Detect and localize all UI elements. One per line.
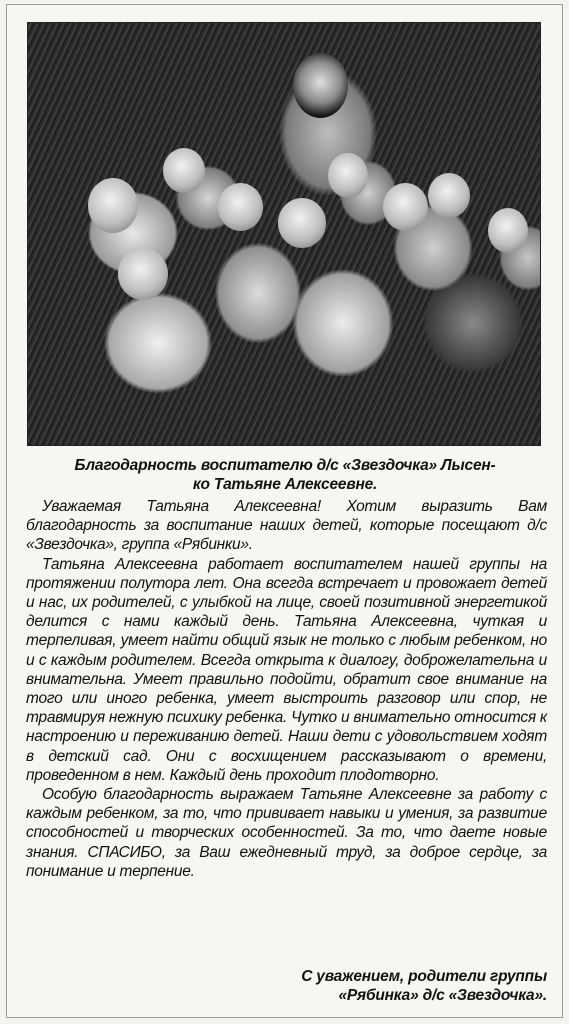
article-signature [47,967,547,1005]
paragraph: Особую благодарность выражаем Татьяне Алексеевне за работу с каждым ребенком, за то, что прививает навыки и умения, за развитие способностей и творческих особенностей. За то, что даете новые знания. СПАСИБО, за Ваш ежедневный труд, за доброе сердце, за понимание и терпение. [26,786,547,880]
child-head [278,198,326,248]
signature-line: С уважением, родители группы [301,968,547,985]
signature-line: «Рябинка» д/с «Звездочка». [338,987,547,1004]
paragraph: Уважаемая Татьяна Алексеевна! Хотим выразить Вам благодарность за воспитание наших детей, которые посещают д/с «Звездочка», группа «Рябинки». [26,498,547,554]
teacher-head [293,53,348,118]
child-head [88,178,138,233]
paragraph: Татьяна Алексеевна работает воспитателем нашей группы на протяжении полутора лет. Она всегда встречает и провожает детей и нас, их родителей, с улыбкой на лице, своей позитивной энергетикой делится с нами каждый день. Татьяна Алексеевна, чуткая и терпеливая, умеет найти общий язык не только с любым ребенком, но и с каждым родителем. Всегда открыта к диалогу, доброжелательна и внимательна. Умеет правильно подойти, обратит свое внимание на того или иного ребенка, умеет выстроить разговор или спор, не травмируя нежную психику ребенка. Чутко и внимательно относится к настроению и переживанию детей. Наши дети с удовольствием ходят в детский сад. Они с восхищением рассказывают о времени, проведенном в нем. Каждый день проходит плодотворно. [26,555,547,784]
child-head [118,248,168,300]
child-head [163,148,205,193]
child-head [328,153,368,198]
title-line: ко Татьяне Алексеевне. [192,476,378,493]
title-line: Благодарность воспитателю д/с «Звездочка» Лысен- [74,457,496,474]
article-body [26,497,547,881]
child-head [383,183,428,231]
article-title [22,456,548,494]
child-head [218,183,263,231]
child-head [488,208,528,253]
group-photo-image [27,22,541,446]
child-head [428,173,470,218]
